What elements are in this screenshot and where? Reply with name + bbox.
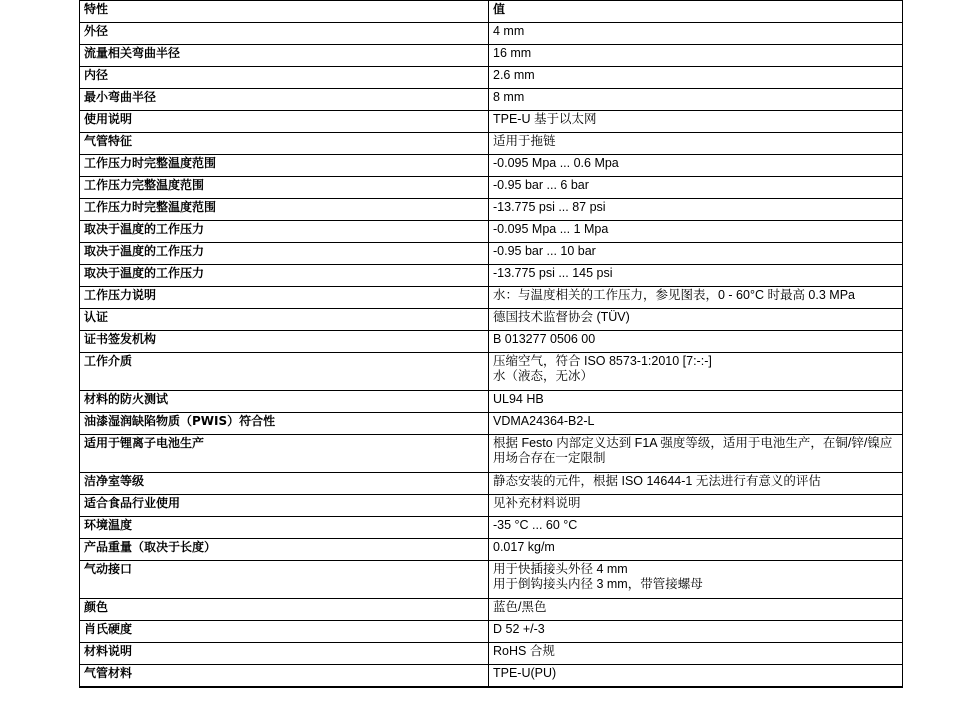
table-row xyxy=(80,177,903,199)
table-row xyxy=(80,413,903,435)
property-label: 取决于温度的工作压力 xyxy=(80,243,489,265)
property-value: 0.017 kg/m xyxy=(489,539,903,561)
property-label: 适用于锂离子电池生产 xyxy=(80,435,489,473)
table-row xyxy=(80,643,903,665)
property-label: 工作介质 xyxy=(80,353,489,391)
table-row xyxy=(80,67,903,89)
property-label: 工作压力完整温度范围 xyxy=(80,177,489,199)
table-row xyxy=(80,473,903,495)
property-value: -0.095 Mpa ... 0.6 Mpa xyxy=(489,155,903,177)
property-value: B 013277 0506 00 xyxy=(489,331,903,353)
property-value: -13.775 psi ... 145 psi xyxy=(489,265,903,287)
property-label: 工作压力说明 xyxy=(80,287,489,309)
property-value: 水：与温度相关的工作压力，参见图表，0 - 60°C 时最高 0.3 MPa xyxy=(489,287,903,309)
header-value: 值 xyxy=(489,1,903,23)
table-row xyxy=(80,89,903,111)
property-label: 气动接口 xyxy=(80,561,489,599)
table-row xyxy=(80,391,903,413)
property-value: -13.775 psi ... 87 psi xyxy=(489,199,903,221)
property-label: 材料说明 xyxy=(80,643,489,665)
property-label: 内径 xyxy=(80,67,489,89)
property-label: 气管特征 xyxy=(80,133,489,155)
property-label: 取决于温度的工作压力 xyxy=(80,221,489,243)
table-row xyxy=(80,221,903,243)
property-value: 适用于拖链 xyxy=(489,133,903,155)
spec-table xyxy=(79,0,903,688)
table-row xyxy=(80,133,903,155)
property-value: 16 mm xyxy=(489,45,903,67)
table-row xyxy=(80,665,903,688)
property-label: 认证 xyxy=(80,309,489,331)
spec-table-body xyxy=(80,23,903,688)
spec-sheet xyxy=(79,0,902,688)
property-label: 证书签发机构 xyxy=(80,331,489,353)
property-value: 根据 Festo 内部定义达到 F1A 强度等级，适用于电池生产，在铜/锌/镍应用场合存在一定限制 xyxy=(489,435,903,473)
property-label: 肖氏硬度 xyxy=(80,621,489,643)
table-row xyxy=(80,111,903,133)
property-value: 静态安装的元件，根据 ISO 14644-1 无法进行有意义的评估 xyxy=(489,473,903,495)
property-label: 气管材料 xyxy=(80,665,489,688)
table-row xyxy=(80,621,903,643)
table-row xyxy=(80,265,903,287)
property-value: -0.095 Mpa ... 1 Mpa xyxy=(489,221,903,243)
table-row xyxy=(80,155,903,177)
table-row xyxy=(80,331,903,353)
table-row xyxy=(80,599,903,621)
property-label: 油漆湿润缺陷物质（PWIS）符合性 xyxy=(80,413,489,435)
property-value: 压缩空气，符合 ISO 8573-1:2010 [7:-:-] 水（液态，无冰） xyxy=(489,353,903,391)
table-row xyxy=(80,495,903,517)
property-value: 8 mm xyxy=(489,89,903,111)
table-row xyxy=(80,517,903,539)
property-value: -0.95 bar ... 10 bar xyxy=(489,243,903,265)
property-value: TPE-U 基于以太网 xyxy=(489,111,903,133)
property-label: 取决于温度的工作压力 xyxy=(80,265,489,287)
property-label: 产品重量（取决于长度） xyxy=(80,539,489,561)
table-row xyxy=(80,309,903,331)
property-label: 适合食品行业使用 xyxy=(80,495,489,517)
table-row xyxy=(80,199,903,221)
property-value: RoHS 合规 xyxy=(489,643,903,665)
table-row xyxy=(80,561,903,599)
property-label: 工作压力时完整温度范围 xyxy=(80,155,489,177)
property-label: 环境温度 xyxy=(80,517,489,539)
property-label: 最小弯曲半径 xyxy=(80,89,489,111)
property-value: -0.95 bar ... 6 bar xyxy=(489,177,903,199)
table-row xyxy=(80,539,903,561)
property-value: TPE-U(PU) xyxy=(489,665,903,688)
table-header-row xyxy=(80,1,903,23)
property-label: 材料的防火测试 xyxy=(80,391,489,413)
table-row xyxy=(80,23,903,45)
property-value: 用于快插接头外径 4 mm 用于倒钩接头内径 3 mm，带管接螺母 xyxy=(489,561,903,599)
table-row xyxy=(80,45,903,67)
property-label: 颜色 xyxy=(80,599,489,621)
property-value: VDMA24364-B2-L xyxy=(489,413,903,435)
property-label: 使用说明 xyxy=(80,111,489,133)
table-row xyxy=(80,243,903,265)
property-label: 工作压力时完整温度范围 xyxy=(80,199,489,221)
property-value: D 52 +/-3 xyxy=(489,621,903,643)
header-property: 特性 xyxy=(80,1,489,23)
table-row xyxy=(80,435,903,473)
property-value: -35 °C ... 60 °C xyxy=(489,517,903,539)
table-row xyxy=(80,353,903,391)
property-value: 蓝色/黑色 xyxy=(489,599,903,621)
property-value: 4 mm xyxy=(489,23,903,45)
property-value: 见补充材料说明 xyxy=(489,495,903,517)
property-value: 2.6 mm xyxy=(489,67,903,89)
property-value: UL94 HB xyxy=(489,391,903,413)
property-label: 流量相关弯曲半径 xyxy=(80,45,489,67)
property-label: 外径 xyxy=(80,23,489,45)
table-row xyxy=(80,287,903,309)
property-label: 洁净室等级 xyxy=(80,473,489,495)
property-value: 德国技术监督协会 (TÜV) xyxy=(489,309,903,331)
